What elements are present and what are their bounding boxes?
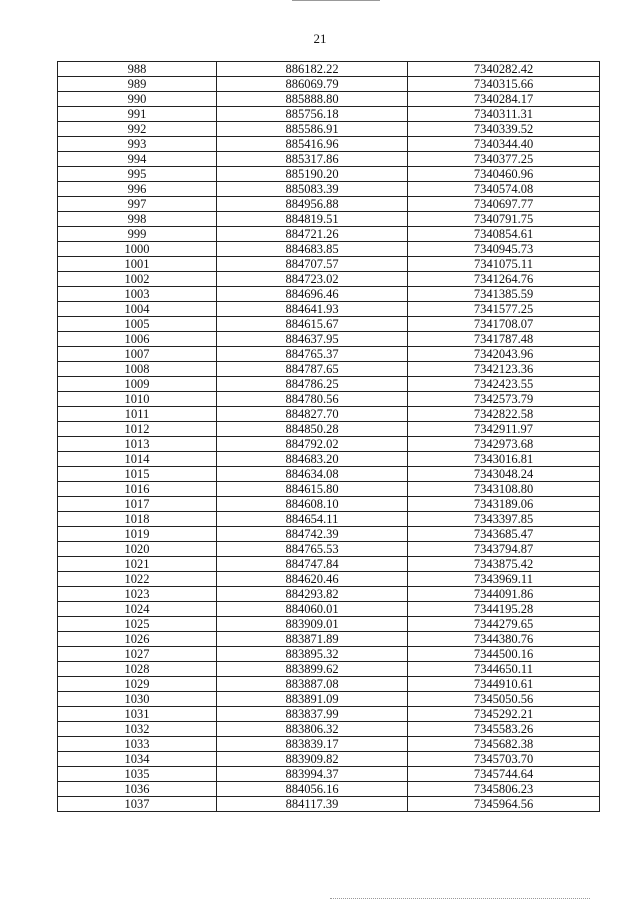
y-coordinate-cell: 7341787.48 (408, 332, 600, 347)
table-row (58, 572, 600, 587)
table-row (58, 392, 600, 407)
table-row (58, 752, 600, 767)
table-row (58, 107, 600, 122)
table-row (58, 512, 600, 527)
y-coordinate-cell: 7340284.17 (408, 92, 600, 107)
table-row (58, 152, 600, 167)
table-row (58, 557, 600, 572)
y-coordinate-cell: 7340377.25 (408, 152, 600, 167)
point-number-cell: 988 (58, 62, 217, 77)
x-coordinate-cell: 884615.67 (217, 317, 408, 332)
x-coordinate-cell: 884780.56 (217, 392, 408, 407)
y-coordinate-cell: 7340574.08 (408, 182, 600, 197)
point-number-cell: 990 (58, 92, 217, 107)
point-number-cell: 996 (58, 182, 217, 197)
point-number-cell: 1002 (58, 272, 217, 287)
table-row (58, 227, 600, 242)
y-coordinate-cell: 7340339.52 (408, 122, 600, 137)
point-number-cell: 1006 (58, 332, 217, 347)
y-coordinate-cell: 7344195.28 (408, 602, 600, 617)
point-number-cell: 1019 (58, 527, 217, 542)
table-row (58, 707, 600, 722)
y-coordinate-cell: 7342123.36 (408, 362, 600, 377)
y-coordinate-cell: 7340854.61 (408, 227, 600, 242)
x-coordinate-cell: 883899.62 (217, 662, 408, 677)
table-row (58, 737, 600, 752)
y-coordinate-cell: 7342043.96 (408, 347, 600, 362)
y-coordinate-cell: 7345964.56 (408, 797, 600, 812)
x-coordinate-cell: 884819.51 (217, 212, 408, 227)
table-row (58, 617, 600, 632)
table-row (58, 137, 600, 152)
point-number-cell: 992 (58, 122, 217, 137)
x-coordinate-cell: 884787.65 (217, 362, 408, 377)
table-row (58, 782, 600, 797)
x-coordinate-cell: 884765.53 (217, 542, 408, 557)
y-coordinate-cell: 7341264.76 (408, 272, 600, 287)
table-row (58, 347, 600, 362)
y-coordinate-cell: 7341708.07 (408, 317, 600, 332)
table-row (58, 452, 600, 467)
point-number-cell: 1023 (58, 587, 217, 602)
table-row (58, 92, 600, 107)
y-coordinate-cell: 7342423.55 (408, 377, 600, 392)
x-coordinate-cell: 885586.91 (217, 122, 408, 137)
point-number-cell: 1004 (58, 302, 217, 317)
table-row (58, 437, 600, 452)
y-coordinate-cell: 7342973.68 (408, 437, 600, 452)
y-coordinate-cell: 7341075.11 (408, 257, 600, 272)
x-coordinate-cell: 884615.80 (217, 482, 408, 497)
table-row (58, 197, 600, 212)
x-coordinate-cell: 884634.08 (217, 467, 408, 482)
y-coordinate-cell: 7345806.23 (408, 782, 600, 797)
y-coordinate-cell: 7340282.42 (408, 62, 600, 77)
x-coordinate-cell: 884641.93 (217, 302, 408, 317)
point-number-cell: 1030 (58, 692, 217, 707)
table-row (58, 287, 600, 302)
table-row (58, 647, 600, 662)
table-row (58, 497, 600, 512)
point-number-cell: 1008 (58, 362, 217, 377)
table-row (58, 692, 600, 707)
y-coordinate-cell: 7342573.79 (408, 392, 600, 407)
point-number-cell: 1011 (58, 407, 217, 422)
x-coordinate-cell: 886069.79 (217, 77, 408, 92)
y-coordinate-cell: 7345703.70 (408, 752, 600, 767)
point-number-cell: 997 (58, 197, 217, 212)
y-coordinate-cell: 7341385.59 (408, 287, 600, 302)
y-coordinate-cell: 7345583.26 (408, 722, 600, 737)
table-row (58, 797, 600, 812)
point-number-cell: 991 (58, 107, 217, 122)
x-coordinate-cell: 883839.17 (217, 737, 408, 752)
y-coordinate-cell: 7340344.40 (408, 137, 600, 152)
point-number-cell: 989 (58, 77, 217, 92)
table-row (58, 632, 600, 647)
y-coordinate-cell: 7344910.61 (408, 677, 600, 692)
y-coordinate-cell: 7341577.25 (408, 302, 600, 317)
x-coordinate-cell: 884696.46 (217, 287, 408, 302)
point-number-cell: 1016 (58, 482, 217, 497)
x-coordinate-cell: 883806.32 (217, 722, 408, 737)
point-number-cell: 1028 (58, 662, 217, 677)
x-coordinate-cell: 884056.16 (217, 782, 408, 797)
scan-edge-line (292, 0, 380, 2)
point-number-cell: 993 (58, 137, 217, 152)
x-coordinate-cell: 884721.26 (217, 227, 408, 242)
y-coordinate-cell: 7344500.16 (408, 647, 600, 662)
table-row (58, 182, 600, 197)
x-coordinate-cell: 884747.84 (217, 557, 408, 572)
point-number-cell: 1021 (58, 557, 217, 572)
y-coordinate-cell: 7343875.42 (408, 557, 600, 572)
x-coordinate-cell: 884608.10 (217, 497, 408, 512)
table-row (58, 332, 600, 347)
point-number-cell: 1033 (58, 737, 217, 752)
y-coordinate-cell: 7343108.80 (408, 482, 600, 497)
y-coordinate-cell: 7342822.58 (408, 407, 600, 422)
x-coordinate-cell: 883994.37 (217, 767, 408, 782)
point-number-cell: 1027 (58, 647, 217, 662)
x-coordinate-cell: 883887.08 (217, 677, 408, 692)
table-row (58, 242, 600, 257)
y-coordinate-cell: 7343016.81 (408, 452, 600, 467)
x-coordinate-cell: 884850.28 (217, 422, 408, 437)
point-number-cell: 1014 (58, 452, 217, 467)
x-coordinate-cell: 884956.88 (217, 197, 408, 212)
point-number-cell: 1000 (58, 242, 217, 257)
x-coordinate-cell: 885317.86 (217, 152, 408, 167)
y-coordinate-cell: 7340311.31 (408, 107, 600, 122)
point-number-cell: 1032 (58, 722, 217, 737)
x-coordinate-cell: 885416.96 (217, 137, 408, 152)
table-row (58, 677, 600, 692)
y-coordinate-cell: 7345682.38 (408, 737, 600, 752)
table-row (58, 272, 600, 287)
point-number-cell: 1036 (58, 782, 217, 797)
y-coordinate-cell: 7340945.73 (408, 242, 600, 257)
x-coordinate-cell: 883909.82 (217, 752, 408, 767)
x-coordinate-cell: 884786.25 (217, 377, 408, 392)
y-coordinate-cell: 7345050.56 (408, 692, 600, 707)
y-coordinate-cell: 7344091.86 (408, 587, 600, 602)
x-coordinate-cell: 884060.01 (217, 602, 408, 617)
y-coordinate-cell: 7343397.85 (408, 512, 600, 527)
point-number-cell: 1029 (58, 677, 217, 692)
table-row (58, 302, 600, 317)
point-number-cell: 1034 (58, 752, 217, 767)
point-number-cell: 994 (58, 152, 217, 167)
point-number-cell: 1012 (58, 422, 217, 437)
point-number-cell: 1037 (58, 797, 217, 812)
point-number-cell: 1024 (58, 602, 217, 617)
x-coordinate-cell: 884654.11 (217, 512, 408, 527)
table-row (58, 167, 600, 182)
coordinates-table-body (58, 62, 600, 812)
table-row (58, 362, 600, 377)
x-coordinate-cell: 884683.85 (217, 242, 408, 257)
point-number-cell: 1018 (58, 512, 217, 527)
x-coordinate-cell: 885756.18 (217, 107, 408, 122)
x-coordinate-cell: 883891.09 (217, 692, 408, 707)
x-coordinate-cell: 884293.82 (217, 587, 408, 602)
point-number-cell: 1017 (58, 497, 217, 512)
point-number-cell: 1001 (58, 257, 217, 272)
x-coordinate-cell: 886182.22 (217, 62, 408, 77)
y-coordinate-cell: 7342911.97 (408, 422, 600, 437)
table-row (58, 527, 600, 542)
page-number: 21 (313, 31, 327, 46)
y-coordinate-cell: 7340697.77 (408, 197, 600, 212)
x-coordinate-cell: 885888.80 (217, 92, 408, 107)
table-row (58, 377, 600, 392)
table-row (58, 587, 600, 602)
x-coordinate-cell: 884827.70 (217, 407, 408, 422)
point-number-cell: 1010 (58, 392, 217, 407)
x-coordinate-cell: 883895.32 (217, 647, 408, 662)
point-number-cell: 1007 (58, 347, 217, 362)
y-coordinate-cell: 7340315.66 (408, 77, 600, 92)
x-coordinate-cell: 885190.20 (217, 167, 408, 182)
x-coordinate-cell: 883837.99 (217, 707, 408, 722)
y-coordinate-cell: 7343685.47 (408, 527, 600, 542)
x-coordinate-cell: 884723.02 (217, 272, 408, 287)
y-coordinate-cell: 7345744.64 (408, 767, 600, 782)
x-coordinate-cell: 884707.57 (217, 257, 408, 272)
table-row (58, 767, 600, 782)
x-coordinate-cell: 884683.20 (217, 452, 408, 467)
y-coordinate-cell: 7344279.65 (408, 617, 600, 632)
point-number-cell: 1003 (58, 287, 217, 302)
x-coordinate-cell: 884117.39 (217, 797, 408, 812)
point-number-cell: 1022 (58, 572, 217, 587)
x-coordinate-cell: 884792.02 (217, 437, 408, 452)
table-row (58, 212, 600, 227)
table-row (58, 722, 600, 737)
y-coordinate-cell: 7343794.87 (408, 542, 600, 557)
y-coordinate-cell: 7344380.76 (408, 632, 600, 647)
y-coordinate-cell: 7340791.75 (408, 212, 600, 227)
table-row (58, 122, 600, 137)
table-row (58, 62, 600, 77)
point-number-cell: 1026 (58, 632, 217, 647)
point-number-cell: 995 (58, 167, 217, 182)
point-number-cell: 1020 (58, 542, 217, 557)
scan-edge-line-bottom (330, 898, 590, 900)
table-row (58, 467, 600, 482)
table-row (58, 77, 600, 92)
x-coordinate-cell: 884765.37 (217, 347, 408, 362)
table-row (58, 422, 600, 437)
table-row (58, 602, 600, 617)
y-coordinate-cell: 7344650.11 (408, 662, 600, 677)
point-number-cell: 1031 (58, 707, 217, 722)
y-coordinate-cell: 7340460.96 (408, 167, 600, 182)
y-coordinate-cell: 7343189.06 (408, 497, 600, 512)
x-coordinate-cell: 883871.89 (217, 632, 408, 647)
point-number-cell: 1009 (58, 377, 217, 392)
x-coordinate-cell: 884637.95 (217, 332, 408, 347)
table-row (58, 407, 600, 422)
table-row (58, 542, 600, 557)
x-coordinate-cell: 884742.39 (217, 527, 408, 542)
point-number-cell: 1013 (58, 437, 217, 452)
y-coordinate-cell: 7343969.11 (408, 572, 600, 587)
x-coordinate-cell: 885083.39 (217, 182, 408, 197)
table-row (58, 662, 600, 677)
coordinates-table (57, 61, 600, 812)
table-row (58, 482, 600, 497)
x-coordinate-cell: 884620.46 (217, 572, 408, 587)
point-number-cell: 1015 (58, 467, 217, 482)
point-number-cell: 1035 (58, 767, 217, 782)
y-coordinate-cell: 7345292.21 (408, 707, 600, 722)
table-row (58, 317, 600, 332)
point-number-cell: 999 (58, 227, 217, 242)
x-coordinate-cell: 883909.01 (217, 617, 408, 632)
table-row (58, 257, 600, 272)
point-number-cell: 998 (58, 212, 217, 227)
point-number-cell: 1005 (58, 317, 217, 332)
y-coordinate-cell: 7343048.24 (408, 467, 600, 482)
point-number-cell: 1025 (58, 617, 217, 632)
